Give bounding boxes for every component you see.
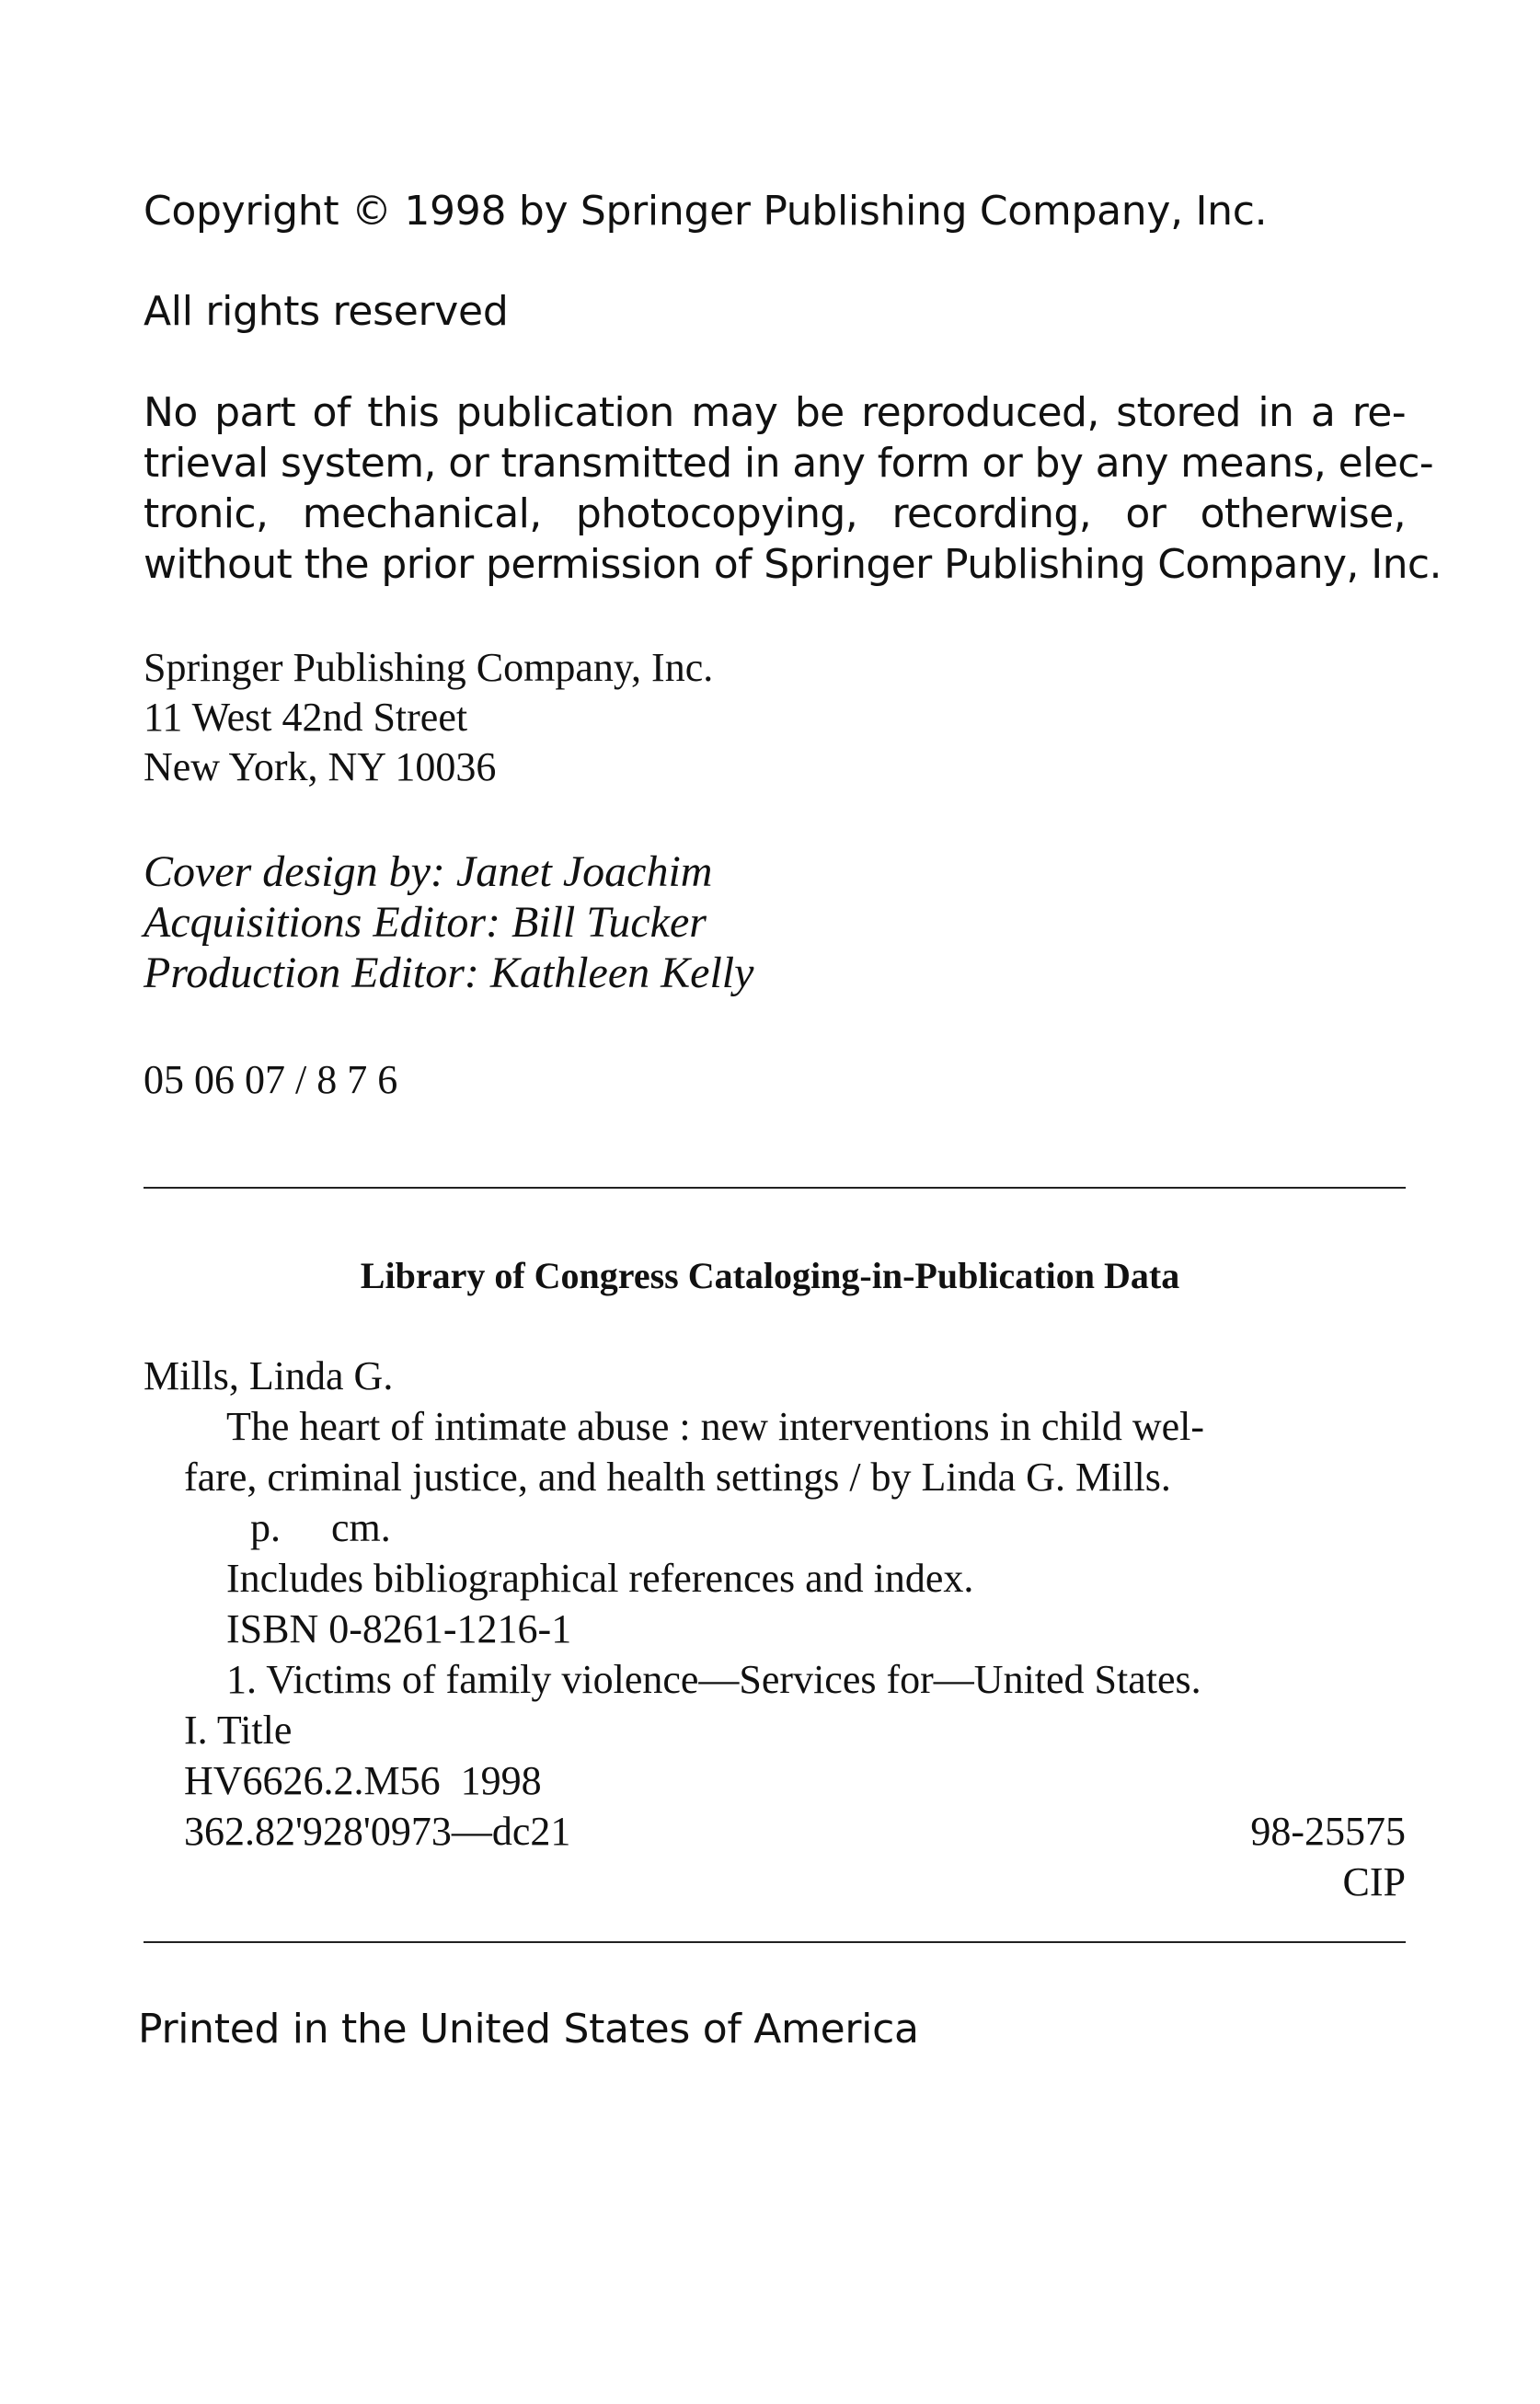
production-editor-credit: Production Editor: Kathleen Kelly [144,949,754,997]
cip-lccn: 98-25575 [1250,1809,1406,1854]
acquisitions-editor-credit: Acquisitions Editor: Bill Tucker [144,898,707,947]
notice-line: trieval system, or transmitted in any form or by any means, elec- [144,440,1434,487]
cip-author: Mills, Linda G. [144,1353,394,1398]
divider-top [144,1187,1406,1189]
publisher-street: 11 West 42nd Street [144,695,468,740]
notice-line: tronic, mechanical, photocopying, recording, or otherwise, [144,490,1406,537]
cip-isbn: ISBN 0-8261-1216-1 [226,1606,572,1651]
cover-design-credit: Cover design by: Janet Joachim [144,847,713,896]
cip-physical: p. cm. [250,1505,391,1550]
printed-in: Printed in the United States of America [138,2006,919,2053]
cip-heading: Library of Congress Cataloging-in-Publication Data [360,1255,1180,1296]
notice-line: without the prior permission of Springer Publishing Company, Inc. [144,541,1442,588]
cip-lc-call-number: HV6626.2.M56 1998 [184,1758,542,1803]
cip-subject: 1. Victims of family violence—Services for—United States. [226,1657,1201,1702]
cip-title-line: fare, criminal justice, and health settings / by Linda G. Mills. [184,1455,1171,1500]
cip-title-line: The heart of intimate abuse : new interventions in child wel- [226,1404,1205,1449]
cip-dewey-number: 362.82'928'0973—dc21 [184,1809,571,1854]
cip-notes: Includes bibliographical references and index. [226,1556,974,1601]
publisher-city: New York, NY 10036 [144,744,497,789]
print-line: 05 06 07 / 8 7 6 [144,1057,398,1102]
divider-bottom [144,1941,1406,1943]
cip-mark: CIP [1342,1859,1406,1904]
publisher-name: Springer Publishing Company, Inc. [144,645,714,690]
cip-title-entry: I. Title [184,1708,293,1753]
copyright-line: Copyright © 1998 by Springer Publishing Company, Inc. [144,188,1268,235]
rights-reserved: All rights reserved [144,288,509,335]
notice-line: No part of this publication may be reproduced, stored in a re- [144,389,1406,436]
